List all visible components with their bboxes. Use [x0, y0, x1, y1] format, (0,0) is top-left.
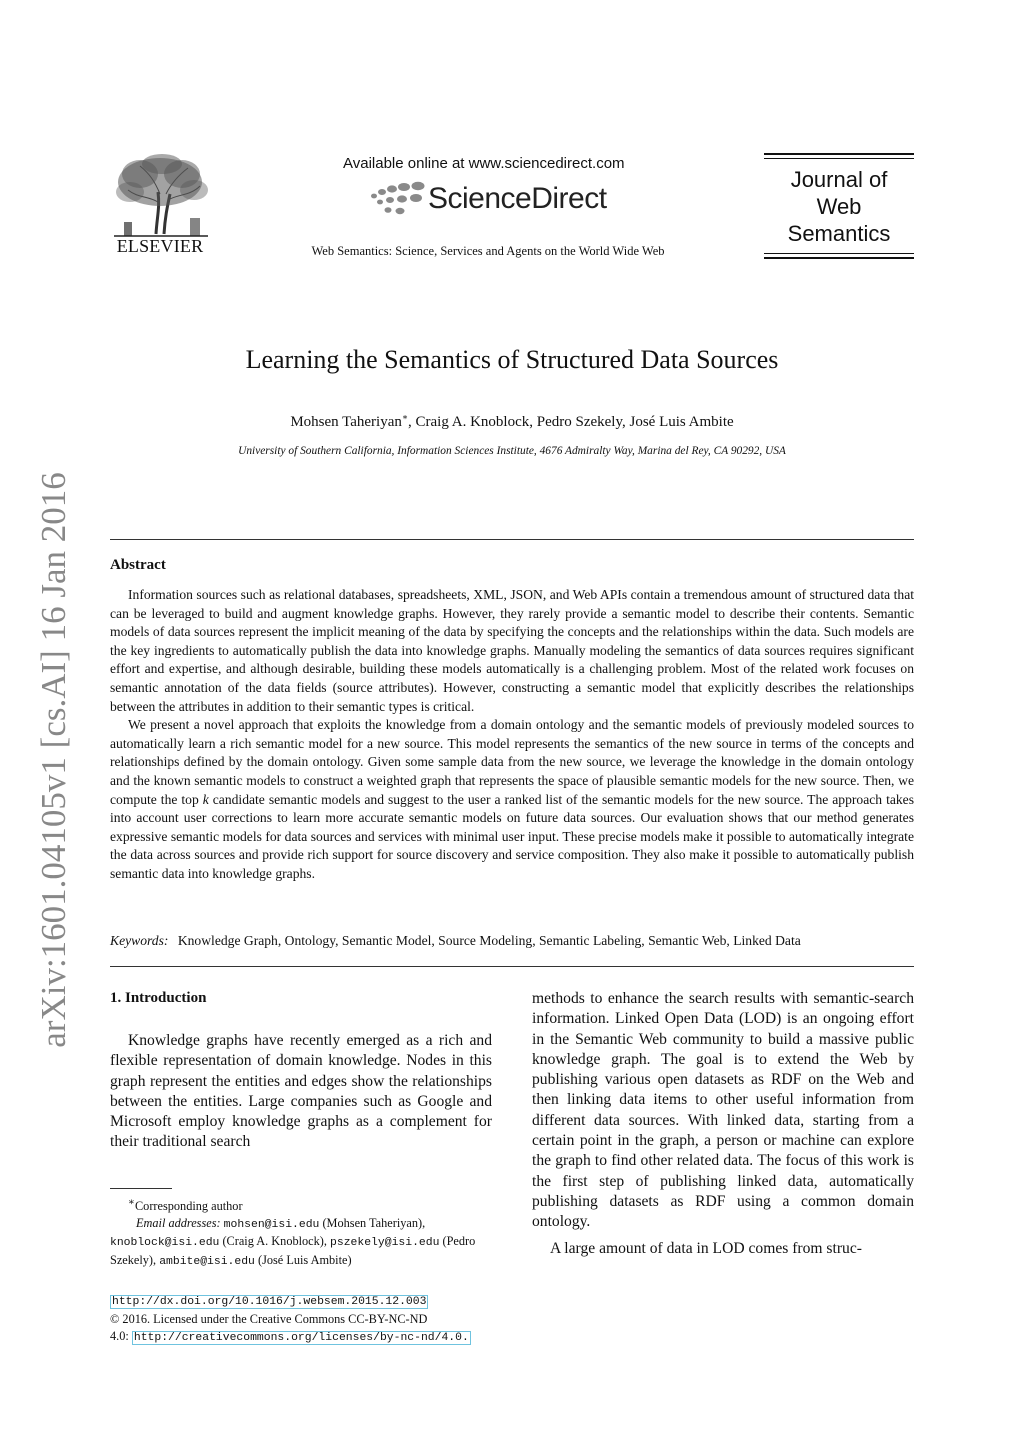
email-name-taheriyan: (Mohsen Taheriyan),: [322, 1215, 426, 1230]
journal-box-rule-bottom-thin: [764, 253, 914, 254]
publisher-name: ELSEVIER: [116, 236, 204, 256]
footnote-mark: ∗: [128, 1197, 135, 1208]
copyright-line: © 2016. Licensed under the Creative Commons CC-BY-NC-ND: [110, 1312, 428, 1326]
footnote-rule: [110, 1188, 172, 1189]
paper-title: Learning the Semantics of Structured Data Sources: [245, 345, 779, 374]
journal-box-rule-bottom: [764, 257, 914, 259]
left-column: [110, 1031, 492, 1153]
keywords-list: Knowledge Graph, Ontology, Semantic Model, Source Modeling, Semantic Labeling, Semantic Web, Linked Data: [177, 933, 801, 948]
license-block: [110, 1292, 510, 1347]
journal-full-name: Web Semantics: Science, Services and Agents on the World Wide Web: [311, 244, 665, 258]
abstract-body: [110, 586, 914, 884]
available-online-line: Available online at www.sciencedirect.com: [343, 155, 625, 172]
journal-box: [764, 153, 914, 259]
corresponding-mark: ∗: [401, 412, 408, 422]
abstract-paragraph-1: Information sources such as relational databases, spreadsheets, XML, JSON, and Web APIs contain a tremendous amount of structured data that can be leveraged to build and augment knowledge graphs. However, they rarely provide a semantic model to describe their contents. Semantic models of data sources represent the implicit meaning of the data by specifying the concepts and the relationships within the data. Such models are the key ingredients to automatically publish the data into knowledge graphs. Manually modeling the semantics of data sources requires significant effort and expertise, and although desirable, building these models automatically is a challenging problem. Most of the related work focuses on semantic annotation of the data fields (source attributes). However, constructing a semantic model that explicitly describes the relationships between the attributes in addition to their semantic types is critical.: [110, 587, 914, 714]
intro-paragraph-2: A large amount of data in LOD comes from struc-: [550, 1239, 862, 1257]
author-list: [110, 412, 914, 431]
footnote: [110, 1195, 492, 1270]
abstract-rule-bottom: [110, 966, 914, 967]
doi-link[interactable]: http://dx.doi.org/10.1016/j.websem.2015.12.003: [112, 1296, 427, 1308]
email-name-knoblock: (Craig A. Knoblock),: [222, 1234, 327, 1249]
abstract-p2-part1: We present a novel approach that exploits the knowledge from a domain ontology and the semantic models of previously modeled sources to automatically learn a rich semantic model for a new source. This model represents the semantics of the new source in terms of the concepts and relationships defined by the domain ontology. Given some sample data from the new source, we leverage the knowledge in the domain ontology and the known semantic models to construct a weighted graph that represents the space of plausible semantic models for the new source. Then, we compute the top: [110, 717, 914, 807]
abstract-rule-top: [110, 539, 914, 540]
email-taheriyan[interactable]: mohsen@isi.edu: [223, 1218, 320, 1231]
abstract-k-variable: k: [202, 791, 209, 807]
author-rest: , Craig A. Knoblock, Pedro Szekely, José Luis Ambite: [408, 414, 734, 430]
email-szekely[interactable]: pszekely@isi.edu: [330, 1237, 440, 1250]
keywords: [110, 932, 914, 950]
journal-box-line2: Web: [816, 194, 862, 219]
footnote-corresponding: [110, 1195, 492, 1215]
footnote-emails: [110, 1215, 492, 1271]
journal-box-rule-top-thin: [764, 158, 914, 159]
journal-box-line1: Journal of: [790, 167, 888, 192]
keywords-label: Keywords:: [110, 933, 169, 948]
journal-box-rule-top: [764, 153, 914, 155]
section-heading-introduction: 1. Introduction: [110, 990, 207, 1006]
email-name-szekely: (Pedro Szekely),: [110, 1234, 476, 1267]
journal-box-line3: Semantics: [787, 221, 891, 246]
sciencedirect-wordmark: ScienceDirect: [428, 182, 607, 215]
footnote-corresponding-text: Corresponding author: [134, 1199, 243, 1214]
sciencedirect-logo-icon: [368, 180, 428, 220]
email-name-ambite: (José Luis Ambite): [257, 1252, 352, 1267]
right-column: [532, 989, 914, 1259]
journal-box-title: [764, 166, 914, 247]
abstract-p2-part2: candidate semantic models and suggest to the user a ranked list of the semantic models for the new source. The approach takes into account user corrections to learn more accurate semantic models on future data sources. Our evaluation shows that our method generates expressive semantic models for data sources and services with minimal user input. These precise models make it possible to automatically integrate the data across sources and provide rich support for source discovery and service composition. They also make it possible to automatically publish semantic data into knowledge graphs.: [110, 791, 915, 881]
license-link[interactable]: http://creativecommons.org/licenses/by-nc-nd/4.0.: [133, 1332, 469, 1344]
email-knoblock[interactable]: knoblock@isi.edu: [110, 1237, 220, 1250]
arxiv-stamp: arXiv:1601.04105v1 [cs.AI] 16 Jan 2016: [34, 472, 73, 1048]
author-first: Mohsen Taheriyan: [290, 414, 402, 430]
email-ambite[interactable]: ambite@isi.edu: [159, 1255, 255, 1268]
license-version: 4.0:: [110, 1329, 129, 1343]
intro-paragraph-1: Knowledge graphs have recently emerged as a rich and flexible representation of domain knowledge. Nodes in this graph represent the entities and edges show the relationships between the entities. Large companies such as Google and Microsoft employ knowledge graphs as a complement for their traditional search: [110, 1032, 492, 1151]
abstract-paragraph-2: [110, 716, 914, 883]
intro-paragraph-1-continued: methods to enhance the search results with semantic-search information. Linked Open Data (LOD) is an ongoing effort in the Semantic Web community to build a massive public knowledge graph. The goal is to extend the Web by publishing various open datasets as RDF on the Web and then linking data items to other useful information from different data sources. With linked data, starting from a certain point in the graph, a person or machine can explore the graph to find other related data. The focus of this work is the first step of publishing linked data, automatically publishing datasets as RDF using a common domain ontology.: [532, 990, 914, 1231]
email-label: Email addresses:: [136, 1215, 221, 1230]
affiliation: University of Southern California, Information Sciences Institute, 4676 Admiralty Way, Marina del Rey, CA 90292, USA: [238, 445, 786, 457]
abstract-heading: Abstract: [110, 557, 166, 573]
